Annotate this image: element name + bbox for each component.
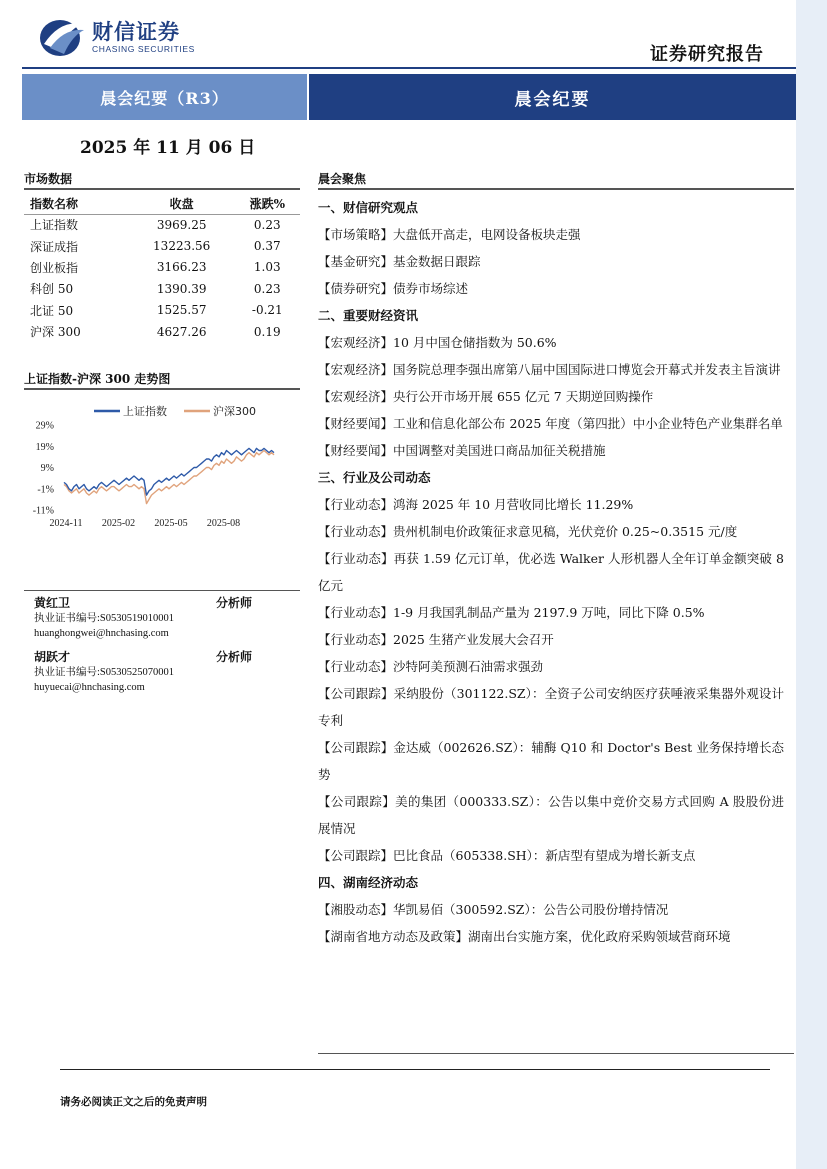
brand-name-en: CHASING SECURITIES bbox=[92, 44, 195, 54]
analyst-card bbox=[34, 594, 294, 641]
report-title: 晨会纪要（R3） bbox=[100, 88, 229, 108]
news-item: 【公司跟踪】金达威（002626.SZ）：辅酶 Q10 和 Doctor's Best 业务保持增长态势 bbox=[318, 740, 784, 782]
focus-content bbox=[318, 194, 784, 950]
table-row bbox=[24, 214, 300, 235]
analyst-cert: 执业证书编号:S0530525070001 bbox=[34, 667, 175, 678]
index-name: 创业板指 bbox=[30, 260, 79, 275]
analyst-card bbox=[34, 648, 294, 695]
table-row bbox=[24, 235, 300, 256]
news-item: 【宏观经济】10 月中国仓储指数为 50.6% bbox=[318, 335, 557, 350]
index-name: 沪深 300 bbox=[30, 325, 81, 340]
news-item: 【债券研究】债券市场综述 bbox=[318, 281, 469, 296]
news-item: 【行业动态】鸿海 2025 年 10 月营收同比增长 11.29% bbox=[318, 497, 634, 512]
header-rule bbox=[22, 67, 796, 69]
analyst-name: 黄红卫 bbox=[34, 596, 71, 610]
news-item: 【宏观经济】央行公开市场开展 655 亿元 7 天期逆回购操作 bbox=[318, 389, 654, 404]
chart-title-rule bbox=[24, 388, 300, 390]
news-item: 【公司跟踪】美的集团（000333.SZ）：公告以集中竞价交易方式回购 A 股股份进展情况 bbox=[318, 794, 784, 836]
news-item: 【公司跟踪】巴比食品（605338.SH）：新店型有望成为增长新支点 bbox=[318, 848, 696, 863]
index-change: 1.03 bbox=[253, 260, 281, 275]
table-row bbox=[24, 257, 300, 278]
index-close: 3969.25 bbox=[156, 217, 207, 232]
x-tick-label: 2025-08 bbox=[206, 518, 241, 529]
right-margin-strip bbox=[796, 0, 827, 1169]
footer-rule bbox=[60, 1069, 770, 1070]
news-item: 【行业动态】1-9 月我国乳制品产量为 2197.9 万吨，同比下降 0.5% bbox=[318, 605, 705, 620]
news-item: 【行业动态】沙特阿美预测石油需求强劲 bbox=[318, 659, 544, 674]
y-tick-label: -1% bbox=[37, 484, 54, 496]
analyst-role: 分析师 bbox=[216, 596, 253, 610]
report-date: 2025 年 11 月 06 日 bbox=[80, 138, 256, 158]
chart-title: 上证指数-沪深 300 走势图 bbox=[24, 372, 171, 386]
index-name: 科创 50 bbox=[30, 282, 74, 297]
news-item: 【财经要闻】中国调整对美国进口商品加征关税措施 bbox=[318, 443, 606, 458]
column-header: 收盘 bbox=[129, 193, 235, 214]
table-row bbox=[24, 321, 300, 342]
focus-rule bbox=[318, 188, 794, 190]
analyst-email[interactable]: huyuecai@hnchasing.com bbox=[34, 682, 145, 693]
focus-title: 晨会聚焦 bbox=[318, 172, 367, 186]
analyst-rule bbox=[24, 590, 300, 591]
table-row bbox=[24, 300, 300, 321]
legend-label-sse: 上证指数 bbox=[123, 405, 167, 418]
market-data-rule bbox=[24, 188, 300, 190]
analyst-email[interactable]: huanghongwei@hnchasing.com bbox=[34, 628, 169, 639]
x-tick-label: 2024-11 bbox=[49, 518, 83, 529]
news-item: 【行业动态】贵州机制电价政策征求意见稿，光伏竞价 0.25~0.3515 元/度 bbox=[318, 524, 738, 539]
chart-legend bbox=[94, 404, 256, 418]
y-tick-label: -11% bbox=[32, 505, 54, 517]
index-change: 0.37 bbox=[253, 239, 281, 254]
x-tick-label: 2025-02 bbox=[101, 518, 136, 529]
news-item: 【行业动态】2025 生猪产业发展大会召开 bbox=[318, 632, 554, 647]
column-header: 指数名称 bbox=[24, 193, 129, 214]
column-header: 涨跌% bbox=[235, 193, 300, 214]
analyst-role: 分析师 bbox=[216, 650, 253, 664]
index-close: 13223.56 bbox=[153, 239, 211, 254]
index-change: 0.19 bbox=[253, 324, 281, 339]
analyst-cert: 执业证书编号:S0530519010001 bbox=[34, 613, 175, 624]
y-tick-label: 19% bbox=[35, 441, 54, 453]
chasing-logo-icon bbox=[38, 14, 86, 58]
trend-chart bbox=[24, 398, 300, 538]
report-category: 晨会纪要 bbox=[514, 89, 591, 110]
news-item: 【宏观经济】国务院总理李强出席第八届中国国际进口博览会开幕式并发表主旨演讲 bbox=[318, 362, 781, 377]
news-item: 【基金研究】基金数据日跟踪 bbox=[318, 254, 481, 269]
y-tick-label: 9% bbox=[40, 463, 54, 474]
index-name: 深证成指 bbox=[30, 239, 79, 254]
content-bottom-rule bbox=[318, 1053, 794, 1054]
table-header-row bbox=[24, 193, 300, 214]
index-change: -0.21 bbox=[251, 303, 283, 318]
index-close: 3166.23 bbox=[156, 260, 207, 275]
x-tick-label: 2025-05 bbox=[154, 518, 188, 529]
index-change: 0.23 bbox=[253, 281, 281, 296]
index-change: 0.23 bbox=[253, 217, 281, 232]
section-heading: 二、重要财经资讯 bbox=[318, 308, 419, 323]
analyst-name: 胡跃才 bbox=[34, 650, 71, 664]
index-close: 1525.57 bbox=[156, 303, 207, 318]
news-item: 【湘股动态】华凯易佰（300592.SZ）：公告公司股份增持情况 bbox=[318, 902, 669, 917]
market-data-table bbox=[24, 193, 300, 342]
report-category-band bbox=[309, 74, 796, 120]
y-tick-label: 29% bbox=[35, 420, 54, 432]
report-type: 证券研究报告 bbox=[650, 44, 764, 65]
news-item: 【行业动态】再获 1.59 亿元订单，优必选 Walker 人形机器人全年订单金额突破 8 亿元 bbox=[318, 551, 784, 593]
disclaimer: 请务必阅读正文之后的免责声明 bbox=[60, 1096, 207, 1108]
series-line-csi300 bbox=[64, 451, 274, 504]
section-heading: 三、行业及公司动态 bbox=[318, 470, 431, 485]
index-close: 4627.26 bbox=[156, 324, 207, 339]
index-close: 1390.39 bbox=[156, 281, 207, 296]
news-item: 【公司跟踪】采纳股份（301122.SZ）：全资子公司安纳医疗获唾液采集器外观设计专利 bbox=[318, 686, 784, 728]
index-name: 北证 50 bbox=[30, 303, 74, 318]
news-item: 【财经要闻】工业和信息化部公布 2025 年度（第四批）中小企业特色产业集群名单 bbox=[318, 416, 783, 431]
legend-label-csi300: 沪深300 bbox=[213, 405, 256, 418]
table-row bbox=[24, 278, 300, 299]
brand-name-cn: 财信证券 bbox=[92, 20, 180, 44]
news-item: 【湖南省地方动态及政策】湖南出台实施方案，优化政府采购领域营商环境 bbox=[318, 929, 731, 944]
news-item: 【市场策略】大盘低开高走，电网设备板块走强 bbox=[318, 227, 581, 242]
report-title-band bbox=[22, 74, 307, 120]
section-heading: 四、湖南经济动态 bbox=[318, 875, 419, 890]
section-heading: 一、财信研究观点 bbox=[318, 200, 419, 215]
market-data-title: 市场数据 bbox=[24, 172, 73, 186]
index-name: 上证指数 bbox=[30, 218, 79, 233]
